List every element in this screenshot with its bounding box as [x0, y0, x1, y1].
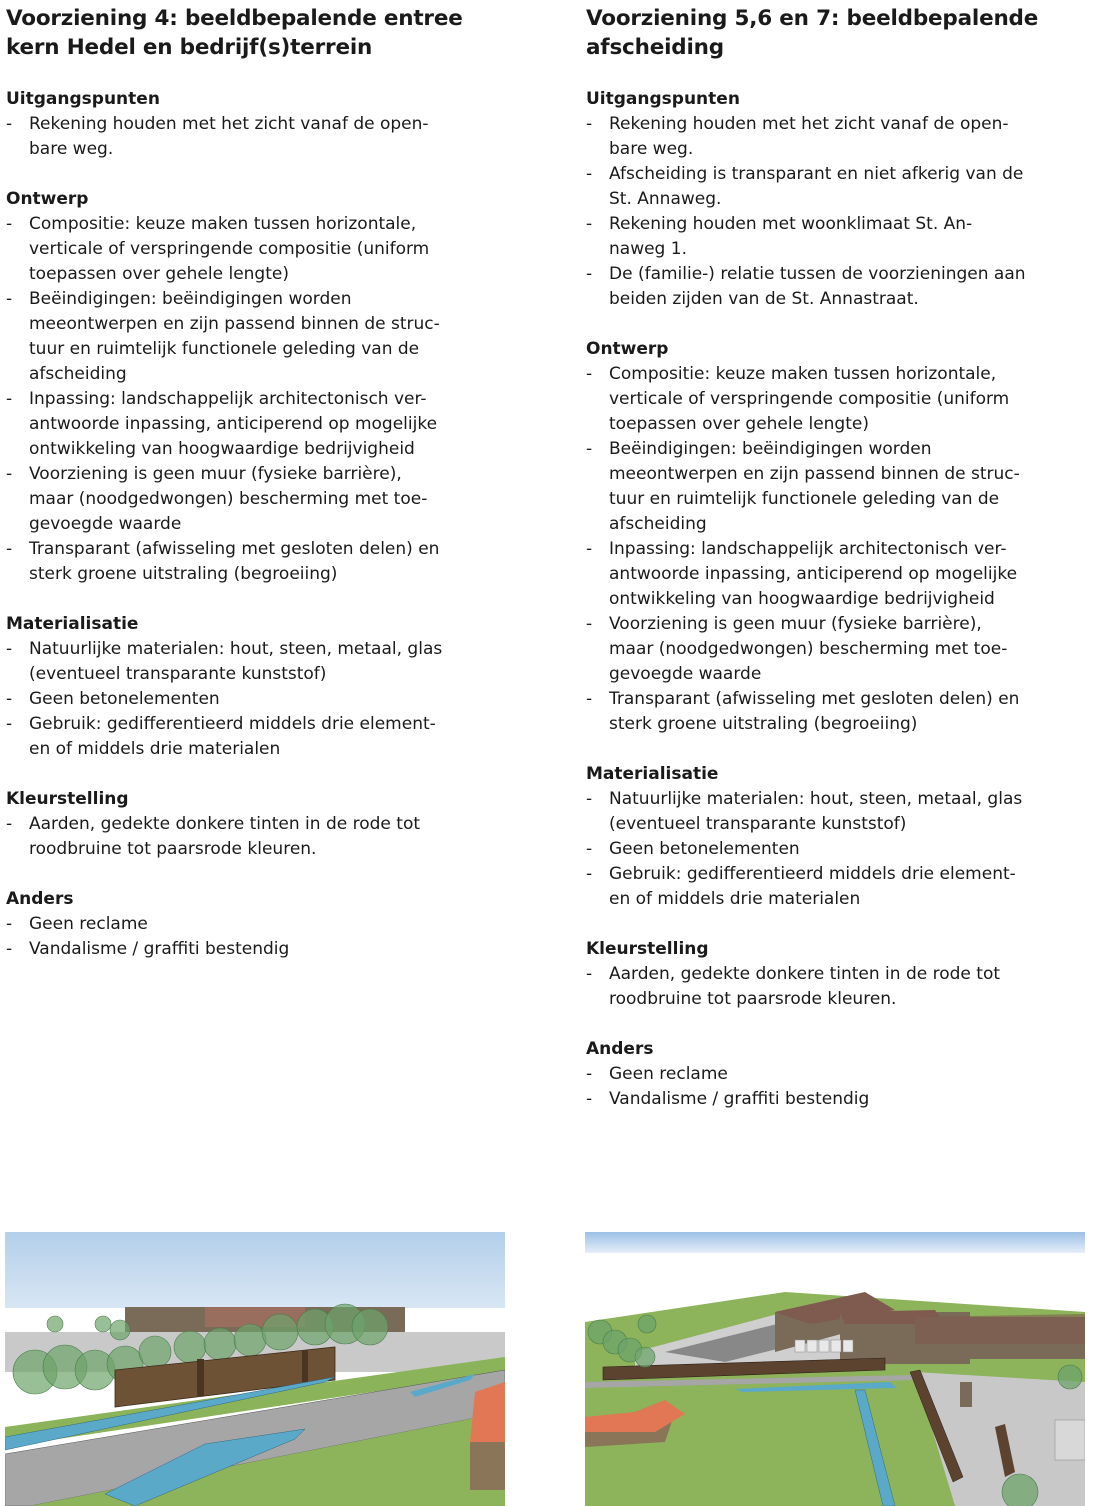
list-item [6, 287, 546, 387]
dash-bullet-icon: - [586, 264, 593, 284]
list-item-text: maar (noodgedwongen) bescherming met toe- [29, 489, 428, 509]
bullet-list [6, 212, 546, 587]
dash-bullet-icon: - [6, 464, 13, 484]
section-anders [586, 1037, 1110, 1112]
list-item-text: Compositie: keuze maken tussen horizontale, [29, 214, 417, 234]
list-item-text: Gebruik: gedifferentieerd middels drie element- [29, 714, 436, 734]
list-item-text: Geen betonelementen [609, 839, 800, 859]
dash-bullet-icon: - [586, 1089, 593, 1109]
bullet-list [6, 112, 546, 162]
section-anders [6, 887, 546, 962]
render-image-fence [585, 1232, 1085, 1506]
list-item-text: Rekening houden met het zicht vanaf de open- [609, 114, 1009, 134]
dash-bullet-icon: - [6, 389, 13, 409]
dash-bullet-icon: - [6, 689, 13, 709]
list-item [586, 612, 1110, 687]
list-item [6, 112, 546, 162]
list-item-text: sterk groene uitstraling (begroeiing) [609, 714, 918, 734]
dash-bullet-icon: - [6, 214, 13, 234]
render-scene-left [5, 1232, 505, 1506]
list-item-text: bare weg. [29, 139, 114, 159]
list-item-text: antwoorde inpassing, anticiperend op mogelijke [609, 564, 1018, 584]
list-item-text: Aarden, gedekte donkere tinten in de rode tot [29, 814, 421, 834]
section-heading: Materialisatie [6, 614, 139, 634]
list-item-text: naweg 1. [609, 239, 687, 259]
dash-bullet-icon: - [6, 289, 13, 309]
bullet-list [586, 1062, 1110, 1112]
list-item [586, 962, 1110, 1012]
list-item-text: toepassen over gehele lengte) [609, 414, 869, 434]
list-item-text: Afscheiding is transparant en niet afkerig van de [609, 164, 1024, 184]
section-materialisatie [586, 762, 1110, 912]
bullet-list [6, 812, 546, 862]
dash-bullet-icon: - [586, 614, 593, 634]
list-item-text: St. Annaweg. [609, 189, 722, 209]
dash-bullet-icon: - [6, 639, 13, 659]
list-item-text: Vandalisme / graffiti bestendig [609, 1089, 870, 1109]
dash-bullet-icon: - [586, 964, 593, 984]
list-item [586, 262, 1110, 312]
bullet-list [586, 962, 1110, 1012]
dash-bullet-icon: - [6, 814, 13, 834]
dash-bullet-icon: - [586, 539, 593, 559]
list-item [586, 787, 1110, 837]
section-heading: Ontwerp [586, 339, 669, 359]
sky [585, 1232, 1085, 1253]
list-item [6, 687, 546, 712]
list-item [586, 162, 1110, 212]
list-item-text: Geen reclame [29, 914, 148, 934]
dash-bullet-icon: - [586, 214, 593, 234]
list-item-text: Natuurlijke materialen: hout, steen, metaal, glas [609, 789, 1023, 809]
list-item-text: Voorziening is geen muur (fysieke barrière), [29, 464, 402, 484]
section-heading: Ontwerp [6, 189, 89, 209]
dash-bullet-icon: - [586, 839, 593, 859]
render-scene-right [585, 1232, 1085, 1506]
list-item [586, 1087, 1110, 1112]
bullet-list [6, 912, 546, 962]
list-item-text: antwoorde inpassing, anticiperend op mogelijke [29, 414, 438, 434]
list-item [6, 462, 546, 537]
list-item [586, 212, 1110, 262]
list-item [6, 537, 546, 587]
list-item [586, 862, 1110, 912]
list-item [586, 837, 1110, 862]
dash-bullet-icon: - [6, 714, 13, 734]
dash-bullet-icon: - [586, 439, 593, 459]
list-item-text: Geen reclame [609, 1064, 728, 1084]
list-item-text: roodbruine tot paarsrode kleuren. [609, 989, 897, 1009]
list-item [586, 362, 1110, 437]
list-item-text: beiden zijden van de St. Annastraat. [609, 289, 919, 309]
right-column [586, 4, 1110, 1137]
section-ontwerp [586, 337, 1110, 737]
list-item-text: Natuurlijke materialen: hout, steen, metaal, glas [29, 639, 443, 659]
list-item [586, 437, 1110, 537]
list-item-text: Voorziening is geen muur (fysieke barrière), [609, 614, 982, 634]
list-item-text: en of middels drie materialen [609, 889, 861, 909]
section-heading: Kleurstelling [586, 939, 709, 959]
list-item [586, 537, 1110, 612]
list-item [586, 687, 1110, 737]
list-item [586, 1062, 1110, 1087]
list-item-text: ontwikkeling van hoogwaardige bedrijvigheid [29, 439, 415, 459]
section-heading: Materialisatie [586, 764, 719, 784]
dash-bullet-icon: - [6, 914, 13, 934]
list-item-text: sterk groene uitstraling (begroeiing) [29, 564, 338, 584]
list-item-text: tuur en ruimtelijk functionele geleding van de [29, 339, 420, 359]
list-item-text: De (familie-) relatie tussen de voorzieningen aan [609, 264, 1026, 284]
dash-bullet-icon: - [586, 364, 593, 384]
list-item-text: Rekening houden met het zicht vanaf de open- [29, 114, 429, 134]
section-kleurstelling [586, 937, 1110, 1012]
list-item-text: Inpassing: landschappelijk architectonisch ver- [29, 389, 427, 409]
section-uitgangspunten [6, 87, 546, 162]
list-item-text: afscheiding [29, 364, 127, 384]
section-materialisatie [6, 612, 546, 762]
list-item-text: Rekening houden met woonklimaat St. An- [609, 214, 973, 234]
list-item [6, 387, 546, 462]
list-item [6, 912, 546, 937]
sky [5, 1232, 505, 1308]
bullet-list [586, 112, 1110, 312]
list-item-text: ontwikkeling van hoogwaardige bedrijvigheid [609, 589, 995, 609]
dash-bullet-icon: - [6, 539, 13, 559]
list-item-text: verticale of verspringende compositie (uniform [29, 239, 430, 259]
title-line: Voorziening 4: beeldbepalende entree [6, 6, 463, 31]
list-item [6, 637, 546, 687]
list-item-text: Vandalisme / graffiti bestendig [29, 939, 290, 959]
list-item [586, 112, 1110, 162]
list-item-text: Beëindigingen: beëindigingen worden [609, 439, 932, 459]
list-item [6, 212, 546, 287]
list-item-text: bare weg. [609, 139, 694, 159]
list-item-text: Geen betonelementen [29, 689, 220, 709]
title-line: Voorziening 5,6 en 7: beeldbepalende [586, 6, 1039, 31]
section-heading: Uitgangspunten [586, 89, 740, 109]
trucks [795, 1340, 853, 1352]
list-item-text: gevoegde waarde [609, 664, 762, 684]
dash-bullet-icon: - [586, 789, 593, 809]
section-ontwerp [6, 187, 546, 587]
section-heading: Kleurstelling [6, 789, 129, 809]
list-item-text: Compositie: keuze maken tussen horizontale, [609, 364, 997, 384]
list-item-text: maar (noodgedwongen) bescherming met toe- [609, 639, 1008, 659]
list-item-text: afscheiding [609, 514, 707, 534]
list-item-text: (eventueel transparante kunststof) [609, 814, 907, 834]
section-kleurstelling [6, 787, 546, 862]
list-item-text: tuur en ruimtelijk functionele geleding van de [609, 489, 1000, 509]
list-item-text: roodbruine tot paarsrode kleuren. [29, 839, 317, 859]
list-item-text: Transparant (afwisseling met gesloten delen) en [609, 689, 1020, 709]
section-heading: Uitgangspunten [6, 89, 160, 109]
left-column [6, 4, 546, 987]
page-title [586, 4, 1110, 62]
title-line: kern Hedel en bedrijf(s)terrein [6, 35, 373, 60]
list-item [6, 812, 546, 862]
page-title [6, 4, 546, 62]
bullet-list [586, 787, 1110, 912]
list-item-text: Aarden, gedekte donkere tinten in de rode tot [609, 964, 1001, 984]
dash-bullet-icon: - [586, 164, 593, 184]
list-item-text: (eventueel transparante kunststof) [29, 664, 327, 684]
section-uitgangspunten [586, 87, 1110, 312]
list-item-text: meeontwerpen en zijn passend binnen de struc- [609, 464, 1020, 484]
list-item-text: verticale of verspringende compositie (uniform [609, 389, 1010, 409]
section-heading: Anders [586, 1039, 654, 1059]
list-item [6, 937, 546, 962]
list-item-text: Transparant (afwisseling met gesloten delen) en [29, 539, 440, 559]
list-item-text: toepassen over gehele lengte) [29, 264, 289, 284]
list-item [6, 712, 546, 762]
list-item-text: Beëindigingen: beëindigingen worden [29, 289, 352, 309]
dash-bullet-icon: - [586, 1064, 593, 1084]
title-line: afscheiding [586, 35, 724, 60]
list-item-text: meeontwerpen en zijn passend binnen de struc- [29, 314, 440, 334]
list-item-text: en of middels drie materialen [29, 739, 281, 759]
dash-bullet-icon: - [6, 939, 13, 959]
dash-bullet-icon: - [586, 114, 593, 134]
bullet-list [586, 362, 1110, 737]
dash-bullet-icon: - [586, 689, 593, 709]
dash-bullet-icon: - [6, 114, 13, 134]
list-item-text: Gebruik: gedifferentieerd middels drie element- [609, 864, 1016, 884]
render-image-entrance [5, 1232, 505, 1506]
bullet-list [6, 637, 546, 762]
list-item-text: gevoegde waarde [29, 514, 182, 534]
section-heading: Anders [6, 889, 74, 909]
dash-bullet-icon: - [586, 864, 593, 884]
list-item-text: Inpassing: landschappelijk architectonisch ver- [609, 539, 1007, 559]
